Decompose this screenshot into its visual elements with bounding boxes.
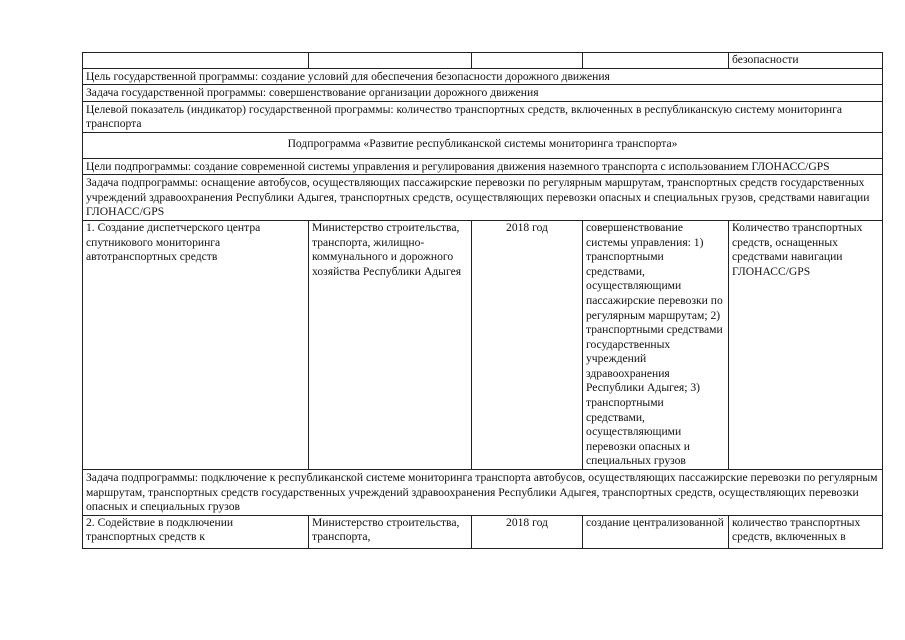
subprogram-task-2: Задача подпрограммы: подключение к республиканской системе мониторинга транспорта автобусов, осуществляющих пассажирские перевозки по регулярным маршрутам, транспортных средств государственных учреждений здравоохранения Республики Адыгея, транспортных средств, осуществляющих перевозки опасных и специальных грузов (83, 470, 883, 516)
measure-year: 2018 год (472, 220, 583, 469)
table-row (83, 85, 883, 102)
measure-name: 1. Создание диспетчерского центра спутникового мониторинга автотранспортных средств (83, 220, 309, 469)
table-row-measure-1 (83, 220, 883, 469)
measure-name (83, 515, 309, 548)
measure-result-text: создание централизованной (586, 515, 724, 529)
table-row (83, 175, 883, 221)
measure-year (472, 515, 583, 548)
measure-indicator: Количество транспортных средств, оснащенных средствами навигации ГЛОНАСС/GPS (729, 220, 883, 469)
program-indicator: Целевой показатель (индикатор) государственной программы: количество транспортных средств, включенных в республиканскую систему мониторинга транспорта (83, 101, 883, 132)
subprogram-title: Подпрограмма «Развитие республиканской системы мониторинга транспорта» (83, 132, 883, 158)
measure-indicator (729, 515, 883, 548)
table-row-continuation (83, 53, 883, 69)
cell-empty (472, 53, 583, 69)
measure-executor (309, 515, 472, 548)
table-row (83, 68, 883, 85)
table-row-measure-2 (83, 515, 883, 548)
table-row (83, 132, 883, 158)
measure-year-text: 2018 год (506, 515, 548, 529)
measure-name-text: 2. Содействие в подключении транспортных средств к (86, 515, 234, 544)
document-page (82, 52, 882, 549)
program-goal: Цель государственной программы: создание условий для обеспечения безопасности дорожного движения (83, 68, 883, 85)
measure-indicator-text: количество транспортных средств, включенных в (732, 515, 861, 544)
measure-result: совершенствование системы управления: 1) транспортными средствами, осуществляющими пассажирские перевозки по регулярным маршрутам; 2) транспортными средствами государственных учреждений здравоохранения Республики Адыгея; 3) транспортными средствами, осуществляющими перевозки опасных и специальных грузов (583, 220, 729, 469)
measure-result (583, 515, 729, 548)
cell-empty (309, 53, 472, 69)
subprogram-goals: Цели подпрограммы: создание современной системы управления и регулирования движения наземного транспорта с использованием ГЛОНАСС/GPS (83, 158, 883, 175)
program-table (82, 52, 883, 549)
cell-empty (83, 53, 309, 69)
program-task: Задача государственной программы: совершенствование организации дорожного движения (83, 85, 883, 102)
table-row (83, 470, 883, 516)
measure-executor-text: Министерство строительства, транспорта, (312, 515, 460, 544)
subprogram-task-1: Задача подпрограммы: оснащение автобусов, осуществляющих пассажирские перевозки по регулярным маршрутам, транспортных средств государственных учреждений здравоохранения Республики Адыгея, транспортных средств, осуществляющих перевозки опасных и специальных грузов, средствами навигации ГЛОНАСС/GPS (83, 175, 883, 221)
table-row (83, 158, 883, 175)
cell-empty (583, 53, 729, 69)
table-row (83, 101, 883, 132)
measure-executor: Министерство строительства, транспорта, жилищно-коммунального и дорожного хозяйства Республики Адыгея (309, 220, 472, 469)
cell-indicator-continuation: безопасности (729, 53, 883, 69)
